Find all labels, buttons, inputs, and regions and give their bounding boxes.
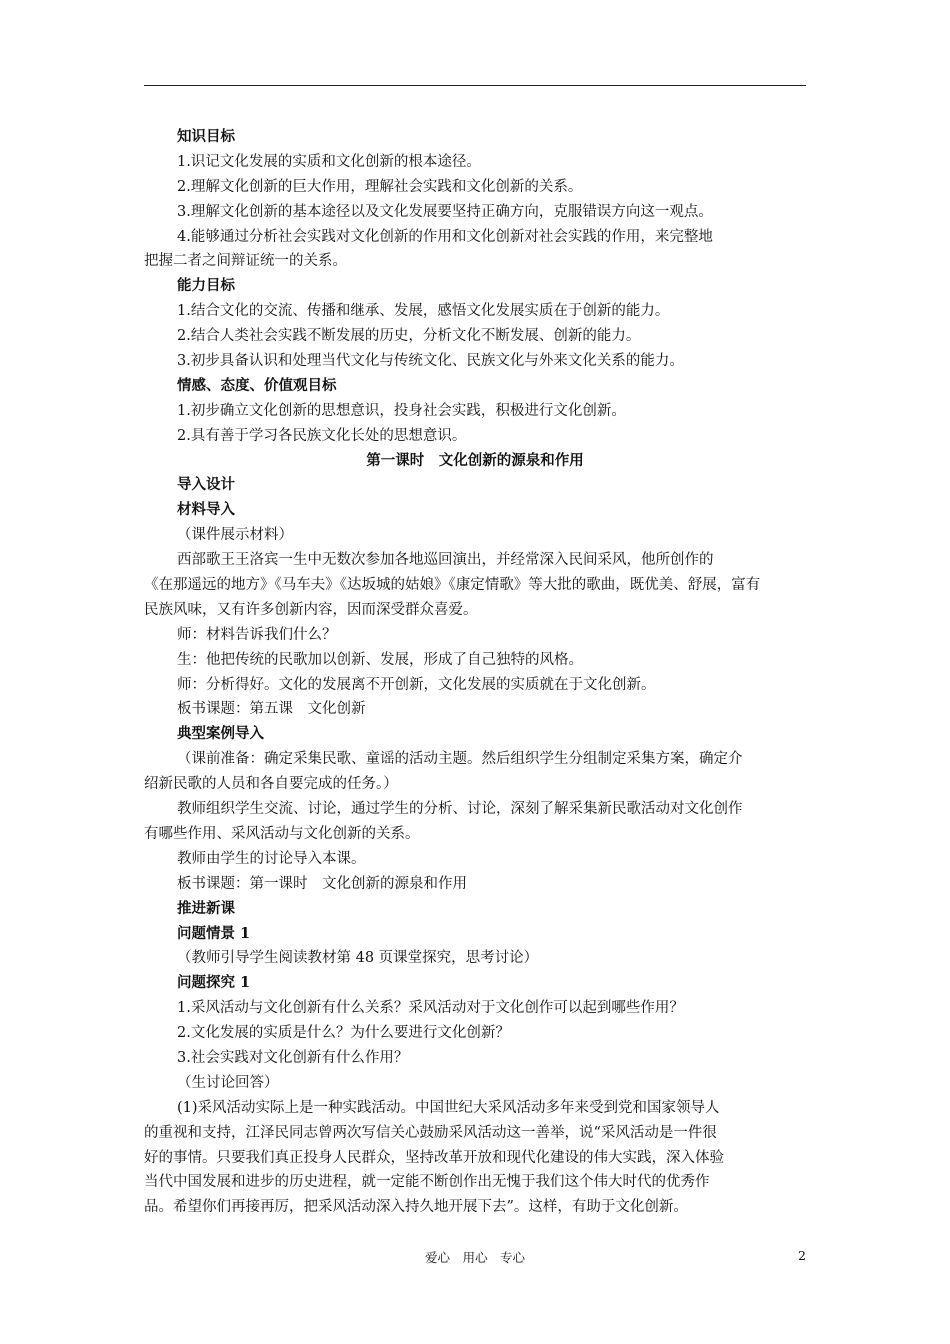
text-line: 的重视和支持，江泽民同志曾两次写信关心鼓励采风活动这一善举，说“采风活动是一件很 [144, 1124, 717, 1141]
text-line: 师：分析得好。文化的发展离不开创新，文化发展的实质就在于文化创新。 [177, 676, 656, 693]
text-line: 2.文化发展的实质是什么？为什么要进行文化创新？ [177, 1025, 510, 1042]
text-line: 3.社会实践对文化创新有什么作用？ [177, 1049, 409, 1066]
text-line: （课前准备：确定采集民歌、童谣的活动主题。然后组织学生分组制定采集方案，确定介 [177, 751, 743, 768]
text-line: 1.初步确立文化创新的思想意识，投身社会实践，积极进行文化创新。 [177, 402, 626, 419]
text-line: 好的事情。只要我们真正投身人民群众，坚持改革开放和现代化建设的伟大实践，深入体验 [144, 1149, 724, 1166]
document-body [144, 125, 806, 1220]
text-line: 3.初步具备认识和处理当代文化与传统文化、民族文化与外来文化关系的能力。 [177, 353, 684, 370]
section-heading: 问题情景 1 [177, 924, 251, 942]
text-line: （课件展示材料） [177, 527, 293, 544]
text-line: 生：他把传统的民歌加以创新、发展，形成了自己独特的风格。 [177, 651, 583, 668]
lesson-title: 第一课时 文化创新的源泉和作用 [366, 451, 584, 469]
text-line: 1.采风活动与文化创新有什么关系？采风活动对于文化创作可以起到哪些作用？ [177, 1000, 684, 1017]
text-line: 当代中国发展和进步的历史进程，就一定能不断创作出无愧于我们这个伟大时代的优秀作 [144, 1174, 710, 1191]
text-line: 《在那遥远的地方》《马车夫》《达坂城的姑娘》《康定情歌》等大批的歌曲，既优美、舒展，富有 [144, 577, 761, 594]
section-heading: 情感、态度、价值观目标 [177, 376, 337, 394]
section-heading: 材料导入 [177, 501, 235, 519]
footer-motto: 爱心 用心 专心 [424, 1250, 525, 1265]
text-line: 师：材料告诉我们什么？ [177, 626, 337, 643]
header-rule [144, 85, 806, 86]
text-line: 西部歌王王洛宾一生中无数次参加各地巡回演出，并经常深入民间采风，他所创作的 [177, 552, 714, 569]
section-heading: 导入设计 [177, 476, 235, 494]
section-heading: 推进新课 [177, 899, 235, 917]
section-heading: 能力目标 [177, 277, 235, 295]
text-line: 3.理解文化创新的基本途径以及文化发展要坚持正确方向，克服错误方向这一观点。 [177, 203, 713, 220]
text-line: 2.理解文化创新的巨大作用，理解社会实践和文化创新的关系。 [177, 178, 583, 195]
section-heading: 知识目标 [177, 128, 235, 145]
text-line: （教师引导学生阅读教材第 48 页课堂探究，思考讨论） [177, 950, 539, 967]
page-number: 2 [798, 1248, 806, 1263]
text-line: 品。希望你们再接再厉，把采风活动深入持久地开展下去”。这样，有助于文化创新。 [144, 1199, 688, 1216]
text-line: 板书课题：第一课时 文化创新的源泉和作用 [177, 875, 467, 892]
text-line: 教师组织学生交流、讨论，通过学生的分析、讨论，深刻了解采集新民歌活动对文化创作 [177, 801, 743, 818]
text-line: 2.具有善于学习各民族文化长处的思想意识。 [177, 427, 467, 444]
text-line: 1.结合文化的交流、传播和继承、发展，感悟文化发展实质在于创新的能力。 [177, 303, 670, 320]
text-line: 2.结合人类社会实践不断发展的历史，分析文化不断发展、创新的能力。 [177, 328, 641, 345]
text-line: 教师由学生的讨论导入本课。 [177, 850, 366, 867]
text-line: 板书课题：第五课 文化创新 [177, 701, 366, 718]
section-heading: 典型案例导入 [177, 725, 264, 743]
text-line: (1)采风活动实际上是一种实践活动。中国世纪大采风活动多年来受到党和国家领导人 [177, 1099, 720, 1116]
section-heading: 问题探究 1 [177, 974, 251, 992]
text-line: 绍新民歌的人员和各自要完成的任务。） [144, 776, 398, 793]
text-line: 1.识记文化发展的实质和文化创新的根本途径。 [177, 153, 481, 170]
text-line: 把握二者之间辩证统一的关系。 [144, 253, 347, 270]
text-line: 有哪些作用、采风活动与文化创新的关系。 [144, 825, 420, 842]
text-line: 4.能够通过分析社会实践对文化创新的作用和文化创新对社会实践的作用，来完整地 [177, 228, 713, 245]
text-line: （生讨论回答） [177, 1074, 279, 1091]
text-line: 民族风味，又有许多创新内容，因而深受群众喜爱。 [144, 601, 478, 618]
